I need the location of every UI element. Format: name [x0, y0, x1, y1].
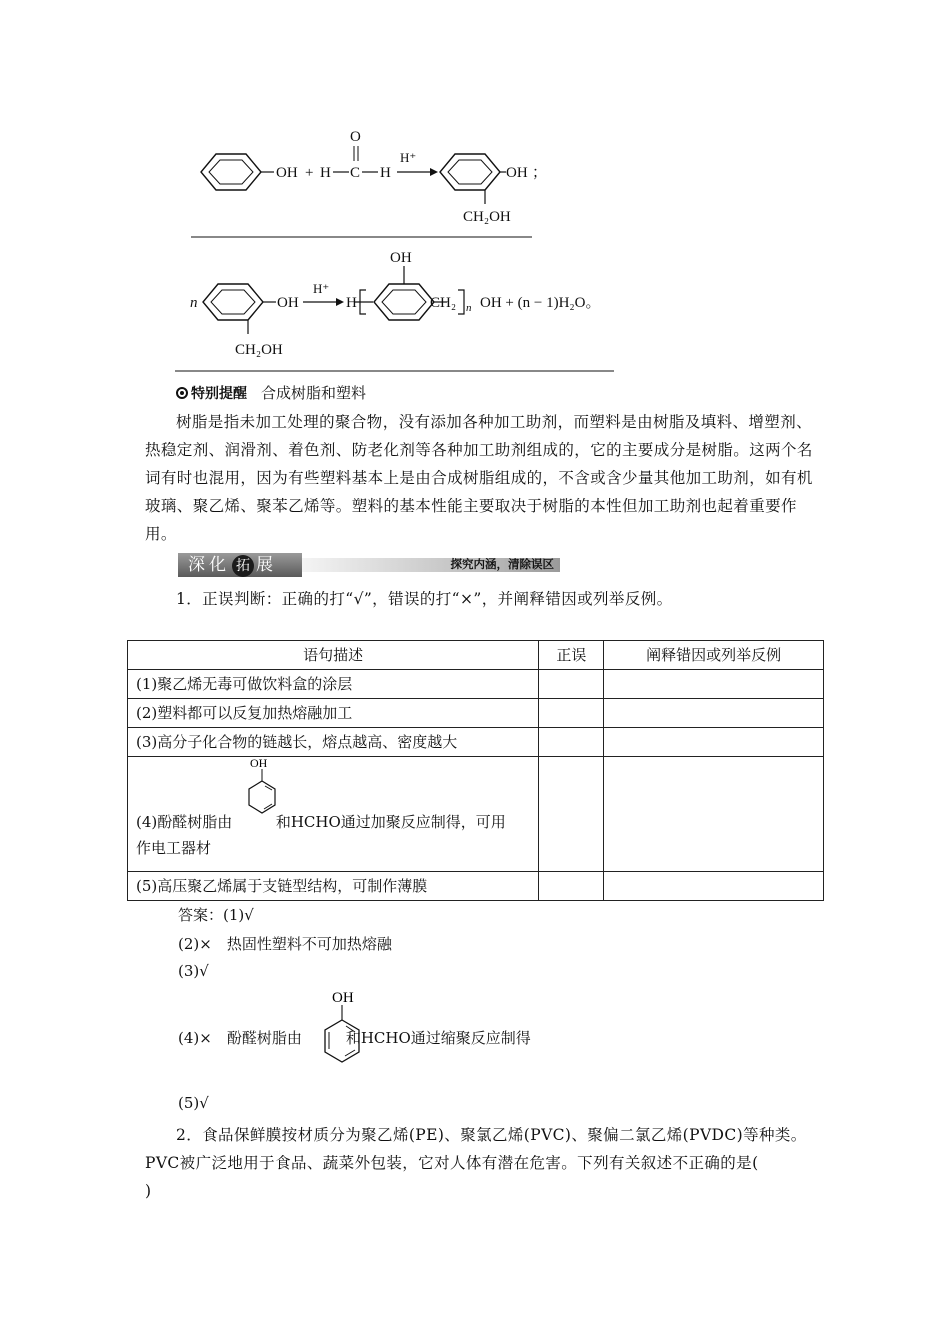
row4-text-b: 和HCHO通过加聚反应制得，可用	[275, 813, 506, 831]
statement-cell	[128, 757, 539, 872]
answer-cell	[539, 757, 604, 872]
header-statement: 语句描述	[128, 641, 539, 670]
row4-text-c: 作电工器材	[136, 839, 212, 857]
table-row	[128, 670, 824, 699]
statement-cell: (1)聚乙烯无毒可做饮料盒的涂层	[128, 670, 539, 699]
question-1-stem: 1．正误判断：正确的打“√”，错误的打“×”，并阐释错因或列举反例。	[176, 590, 673, 608]
reactant-oh: OH	[277, 295, 299, 311]
explanation-cell	[604, 757, 824, 872]
explanation-cell	[604, 699, 824, 728]
product-ch2oh: CH₂OH	[463, 209, 511, 225]
header-explanation: 阐释错因或列举反例	[604, 641, 824, 670]
tip-heading	[176, 382, 366, 403]
statement-cell: (3)高分子化合物的链越长，熔点越高、密度越大	[128, 728, 539, 757]
answer-5: (5)√	[178, 1094, 209, 1112]
polymer-ring	[374, 284, 434, 320]
polymer-top-oh: OH	[390, 250, 412, 266]
answer-2: (2)× 热固性塑料不可加热熔融	[178, 935, 392, 953]
answer-cell	[539, 670, 604, 699]
header-correctness: 正误	[539, 641, 604, 670]
table-row	[128, 872, 824, 901]
tip-title: 合成树脂和塑料	[261, 384, 367, 402]
formaldehyde-o: O	[350, 129, 361, 145]
table-row	[128, 699, 824, 728]
svg-text:n: n	[466, 302, 472, 314]
reactant-ch2oh: CH₂OH	[235, 342, 283, 358]
banner-title: 深化 拓 展	[178, 553, 302, 577]
answer-4-text-b: 和HCHO通过缩聚反应制得	[345, 1029, 531, 1047]
tip-tag: 特别提醒	[191, 386, 247, 402]
question-2-line-1: 2．食品保鲜膜按材质分为聚乙烯(PE)、聚氯乙烯(PVC)、聚偏二氯乙烯(PVDC)等种类。	[176, 1126, 807, 1144]
svg-text:OH: OH	[250, 756, 268, 770]
reactant-ring	[203, 284, 263, 320]
reaction-2-equation	[0, 0, 950, 380]
explanation-cell	[604, 670, 824, 699]
polymer-ch2: CH₂	[430, 295, 457, 311]
phenol-structure-icon	[242, 755, 282, 827]
answer-cell	[539, 872, 604, 901]
formaldehyde-h-right: H	[380, 165, 391, 181]
table-row	[128, 728, 824, 757]
tip-bullet-icon	[176, 387, 188, 399]
plus-sign: +	[305, 165, 314, 181]
answer-1: 答案：(1)√	[178, 906, 254, 924]
answer-cell	[539, 699, 604, 728]
product-tail: OH + (n − 1)H₂O。	[480, 295, 601, 311]
formaldehyde-c: C	[350, 165, 361, 181]
answer-4-text-a: (4)× 酚醛树脂由	[178, 1029, 302, 1047]
table-row	[128, 757, 824, 872]
formaldehyde-h-left: H	[320, 165, 331, 181]
tip-paragraph: 树脂是指未加工处理的聚合物，没有添加各种加工助剂，而塑料是由树脂及填料、增塑剂、热稳定剂、润滑剂、着色剂、防老化剂等各种加工助剂组成的，它的主要成分是树脂。这两个名词有时也混用，因为有些塑料基本上是由合成树脂组成的，不含或含少量其他加工助剂，如有机玻璃、聚乙烯、聚苯乙烯等。塑料的基本性能主要取决于树脂的本性但加工助剂也起着重要作用。	[145, 413, 813, 543]
phenol-oh: OH	[276, 165, 298, 181]
statement-cell: (2)塑料都可以反复加热熔融加工	[128, 699, 539, 728]
banner-subtitle: 探究内涵，清除误区	[450, 557, 554, 571]
statement-cell: (5)高压聚乙烯属于支链型结构，可制作薄膜	[128, 872, 539, 901]
banner-highlight-icon: 拓	[232, 555, 254, 577]
row4-text-a: (4)酚醛树脂由	[136, 813, 233, 831]
answer-3: (3)√	[178, 962, 209, 980]
catalyst-label: H⁺	[313, 281, 330, 296]
catalyst-label: H⁺	[400, 150, 417, 165]
question-2-line-2: PVC被广泛地用于食品、蔬菜外包装，它对人体有潜在危害。下列有关叙述不正确的是(	[145, 1154, 759, 1172]
chain-h: H	[346, 295, 357, 311]
table-header-row	[128, 641, 824, 670]
n-coefficient: n	[190, 295, 198, 311]
judgement-table	[127, 640, 824, 901]
product-oh: OH	[506, 165, 528, 181]
question-2-line-3: )	[145, 1182, 152, 1200]
explanation-cell	[604, 872, 824, 901]
answer-cell	[539, 728, 604, 757]
semicolon: ；	[532, 165, 548, 181]
phenol-structure-icon	[318, 986, 368, 1082]
svg-text:OH: OH	[332, 990, 354, 1006]
explanation-cell	[604, 728, 824, 757]
section-banner	[178, 553, 560, 577]
